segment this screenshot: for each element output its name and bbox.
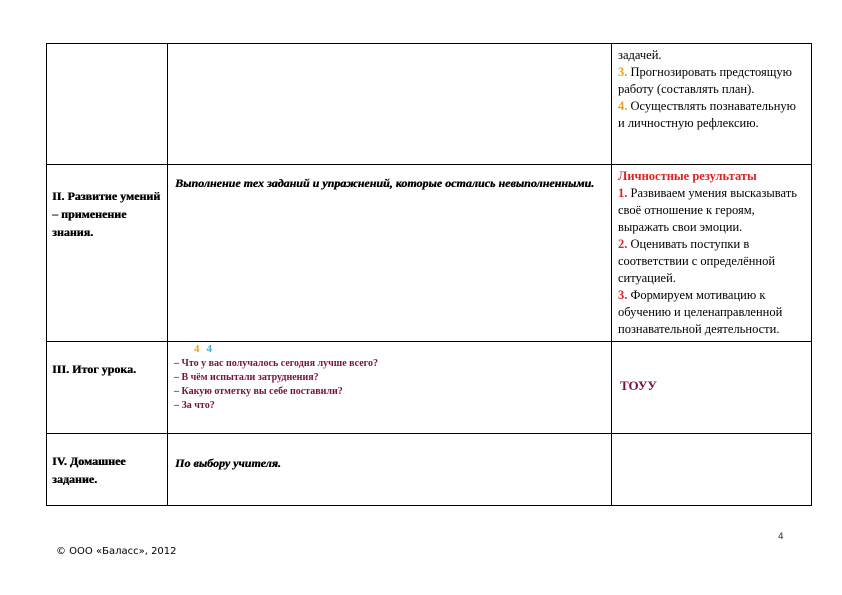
results-cell [612,44,812,165]
table-row [47,342,812,434]
question-item: – Какую отметку вы себе поставили? [174,386,343,397]
stage-title: III. Итог урока. [52,362,136,376]
copyright-footer: © ООО «Баласс», 2012 [56,546,177,557]
activity-text: Выполнение тех заданий и упражнений, которые остались невыполненными. [175,176,595,190]
toyy-label: ТОУУ [620,378,657,393]
results-cell [612,165,812,342]
question-item: – За что? [174,400,215,411]
page-number: 4 [778,532,784,542]
activity-cell [168,44,612,165]
table-row [47,165,812,342]
table-row [47,434,812,506]
results-text [612,165,811,341]
stage-cell [47,44,168,165]
results-text [612,44,811,135]
results-line: 4. Осуществлять познавательную и личностную рефлексию. [618,99,796,130]
activity-cell [168,434,612,506]
results-heading: Личностные результаты [618,169,757,183]
question-item: – Что у вас получалось сегодня лучше всего? [174,358,378,369]
results-line: 1. Развиваем умения высказывать своё отношение к героям, выражать свои эмоции. [618,186,797,234]
activity-cell [168,342,612,434]
results-line: 2. Оценивать поступки в соответствии с определённой ситуацией. [618,237,776,285]
stage-cell [47,165,168,342]
question-list [168,355,611,413]
results-line: 3. Прогнозировать предстоящую работу (составлять план). [618,65,792,96]
number-markers [168,342,611,355]
stage-title: IV. Домашнее задание. [52,454,126,486]
stage-cell [47,342,168,434]
table-row [47,44,812,165]
stage-cell [47,434,168,506]
results-cell [612,434,812,506]
activity-text: По выбору учителя. [175,456,281,470]
results-cell [612,342,812,434]
question-item: – В чём испытали затруднения? [174,372,319,383]
marker-cyan: 4 [206,343,212,355]
results-line: задачей. [618,48,662,62]
stage-title: II. Развитие умений – применение знания. [52,189,161,239]
marker-orange: 4 [194,343,200,355]
activity-cell [168,165,612,342]
lesson-plan-table [46,43,812,506]
results-line: 3. Формируем мотивацию к обучению и целенаправленной познавательной деятельности. [618,288,783,336]
